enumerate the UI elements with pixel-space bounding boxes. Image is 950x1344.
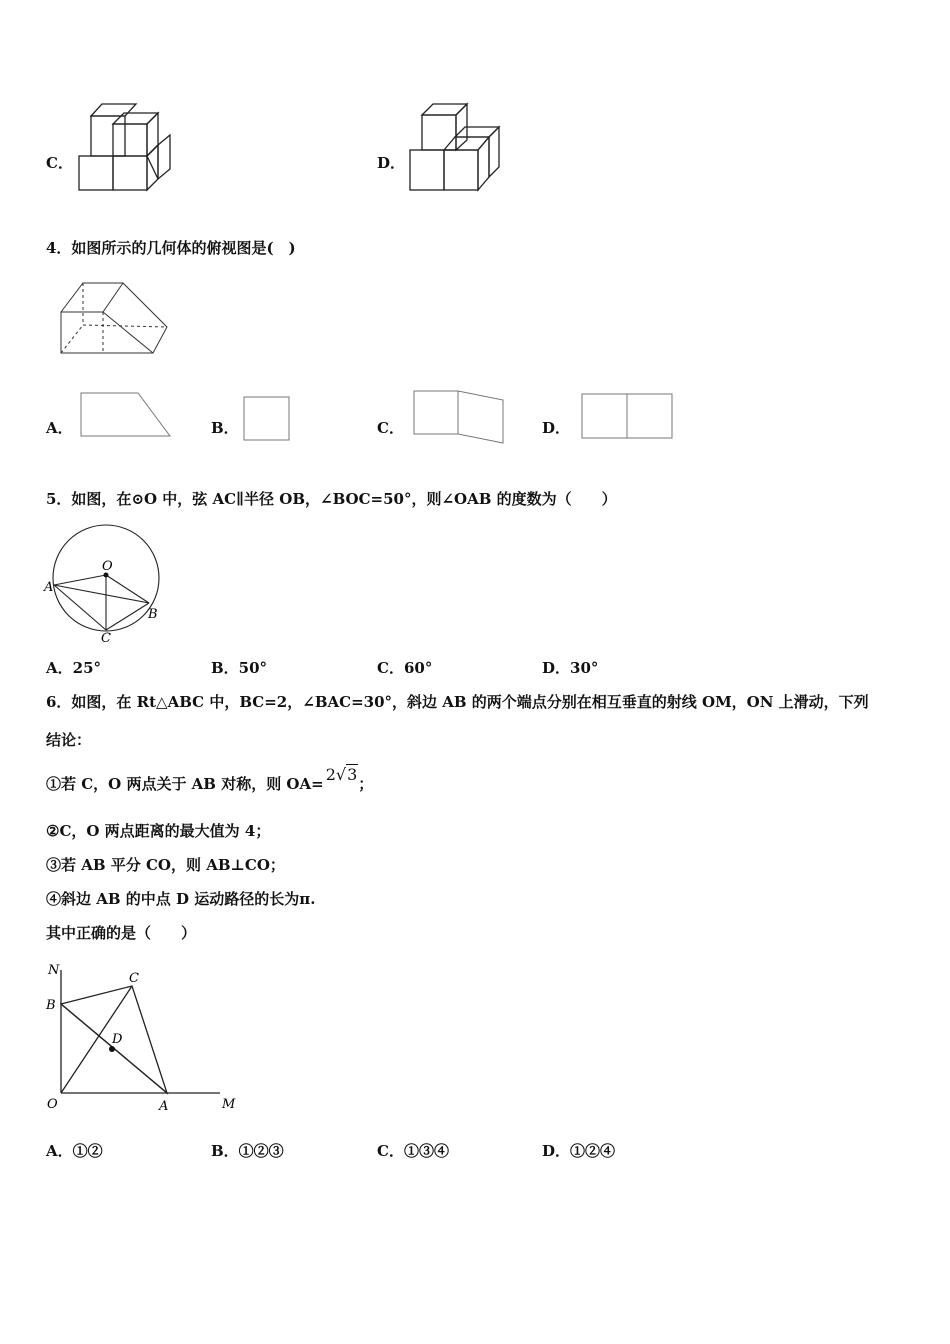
- q4-option-d-label[interactable]: D．: [542, 419, 571, 437]
- q4-option-d-figure: [580, 392, 674, 440]
- q4-solid-figure: [53, 277, 175, 361]
- q6-label-n: N: [48, 963, 60, 978]
- q6-s1-suffix: ；: [358, 775, 374, 793]
- q5-option-d[interactable]: D．30°: [542, 659, 599, 677]
- q6-statement-4: ④斜边 AB 的中点 D 运动路径的长为π.: [46, 890, 316, 908]
- q6-statement-1: [46, 765, 374, 794]
- q6-label-m: M: [222, 1097, 236, 1112]
- q3-option-d-label[interactable]: D．: [377, 154, 406, 172]
- q3-option-c-label[interactable]: C．: [46, 154, 73, 172]
- q6-label-b: B: [46, 998, 56, 1013]
- q3-option-c-figure: [76, 100, 172, 194]
- q6-label-a: A: [159, 1099, 169, 1114]
- q6-option-a[interactable]: A．①②: [46, 1142, 103, 1160]
- q5-stem: 5．如图，在⊙O 中，弦 AC∥半径 OB，∠BOC=50°，则∠OAB 的度数为（ ）: [46, 490, 617, 508]
- q4-option-a-figure: [78, 390, 173, 440]
- q6-statement-2: ②C，O 两点距离的最大值为 4；: [46, 822, 271, 840]
- q6-option-d[interactable]: D．①②④: [542, 1142, 616, 1160]
- q5-label-b: B: [148, 607, 158, 622]
- q6-stem-line2: 结论：: [46, 731, 92, 749]
- q5-label-c: C: [101, 631, 111, 646]
- q6-sqrt-icon: √: [335, 765, 347, 784]
- q5-label-a: A: [44, 580, 54, 595]
- q4-option-c-label[interactable]: C．: [377, 419, 404, 437]
- q6-s1-prefix: ①若 C，O 两点关于 AB 对称，则 OA=: [46, 775, 324, 793]
- q6-geometry-figure: [44, 960, 244, 1116]
- q6-s1-radicand: 3: [347, 765, 358, 784]
- q3-option-d-figure: [407, 100, 503, 194]
- q6-stem-line1: 6．如图，在 Rt△ABC 中，BC=2，∠BAC=30°，斜边 AB 的两个端点分别在相互垂直的射线 OM，ON 上滑动，下列: [46, 693, 869, 711]
- q6-label-c: C: [129, 971, 139, 986]
- q5-circle-figure: [44, 518, 169, 644]
- q4-stem: 4．如图所示的几何体的俯视图是( ): [46, 239, 296, 257]
- q4-option-b-figure: [242, 395, 292, 443]
- q5-label-o: O: [102, 559, 113, 574]
- q4-option-c-figure: [411, 388, 506, 446]
- q5-option-a[interactable]: A．25°: [46, 659, 102, 677]
- q4-option-b-label[interactable]: B．: [211, 419, 239, 437]
- q5-option-c[interactable]: C．60°: [377, 659, 433, 677]
- q6-option-c[interactable]: C．①③④: [377, 1142, 449, 1160]
- q4-option-a-label[interactable]: A．: [46, 419, 73, 437]
- q6-label-o: O: [47, 1097, 58, 1112]
- q6-s1-coefficient: 2: [325, 765, 336, 784]
- q5-option-b[interactable]: B．50°: [211, 659, 268, 677]
- q6-question: 其中正确的是（ ）: [46, 924, 197, 942]
- q6-label-d: D: [112, 1032, 123, 1047]
- q6-option-b[interactable]: B．①②③: [211, 1142, 284, 1160]
- q6-statement-3: ③若 AB 平分 CO，则 AB⊥CO；: [46, 856, 285, 874]
